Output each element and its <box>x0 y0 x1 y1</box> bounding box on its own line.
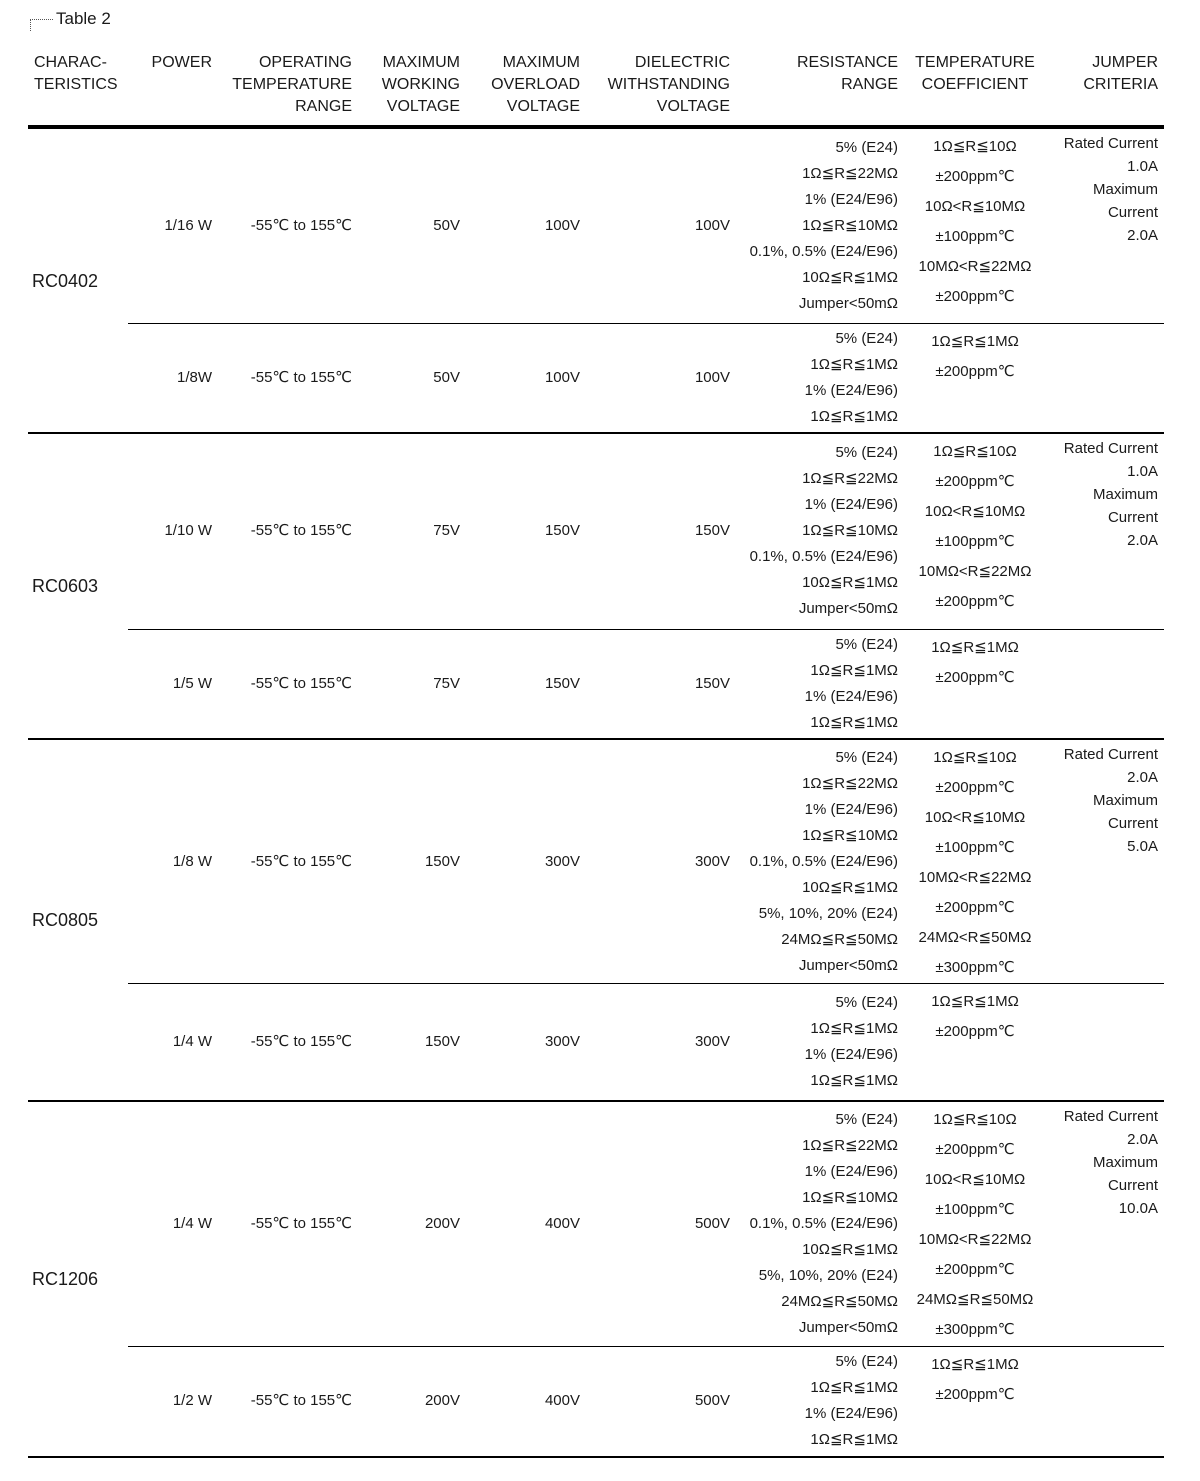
temperature-coefficient-cell <box>904 739 1046 984</box>
resistance-line: 1% (E24/E96) <box>804 1162 898 1180</box>
column-header <box>904 52 1046 127</box>
tcr-line: ±300ppm℃ <box>935 1320 1015 1338</box>
column-header-line: TEMPERATURE <box>915 54 1035 71</box>
jumper-line: Maximum <box>1092 1153 1158 1171</box>
resistance-range-cell <box>736 433 904 629</box>
resistance-range-cell <box>736 1347 904 1457</box>
dielectric-voltage-cell: 100V <box>586 323 736 433</box>
resistance-line: Jumper<50mΩ <box>798 600 898 618</box>
resistance-line: 10Ω≦R≦1MΩ <box>802 268 898 286</box>
max-working-voltage-cell: 200V <box>358 1101 466 1347</box>
jumper-line: Current <box>1107 815 1158 832</box>
dielectric-voltage-cell: 500V <box>586 1347 736 1457</box>
jumper-criteria-cell <box>1046 433 1164 629</box>
resistance-line: 1Ω≦R≦1MΩ <box>810 713 898 731</box>
column-header-line: TEMPERATURE <box>232 76 352 93</box>
tcr-line: 10MΩ<R≦22MΩ <box>918 869 1032 886</box>
tcr-line: 10Ω<R≦10MΩ <box>924 1170 1026 1188</box>
resistance-line: 5%, 10%, 20% (E24) <box>758 904 898 922</box>
jumper-line: 2.0A <box>1127 1130 1158 1148</box>
table-row <box>28 1347 1164 1457</box>
column-header <box>1046 52 1164 127</box>
tcr-line: 10Ω<R≦10MΩ <box>924 198 1026 215</box>
tcr-line: ±200ppm℃ <box>935 1260 1015 1278</box>
resistance-line: 1% (E24/E96) <box>804 190 898 208</box>
resistance-line: 5% (E24) <box>835 993 898 1011</box>
max-overload-voltage-cell: 300V <box>466 984 586 1101</box>
resistance-line: 1% (E24/E96) <box>804 1405 898 1423</box>
tcr-line: 1Ω≦R≦10Ω <box>933 138 1017 155</box>
temperature-range-cell: -55℃ to 155℃ <box>218 1347 358 1457</box>
resistance-line: 1Ω≦R≦22MΩ <box>802 164 898 182</box>
column-header-line: POWER <box>151 54 212 71</box>
resistance-range-cell <box>736 127 904 323</box>
tcr-line: ±200ppm℃ <box>935 779 1015 796</box>
column-header-line: RESISTANCE <box>796 54 898 71</box>
resistance-line: 1% (E24/E96) <box>804 381 898 399</box>
column-header-line: WITHSTANDING <box>607 76 730 93</box>
resistance-line: 1Ω≦R≦22MΩ <box>802 470 898 488</box>
dielectric-voltage-cell: 100V <box>586 127 736 323</box>
temperature-coefficient-cell <box>904 127 1046 323</box>
jumper-line: Maximum <box>1092 792 1158 809</box>
max-overload-voltage-cell: 150V <box>466 629 586 739</box>
tcr-line: ±200ppm℃ <box>935 668 1015 686</box>
tcr-line: 1Ω≦R≦10Ω <box>933 749 1017 766</box>
tcr-line: ±100ppm℃ <box>935 533 1015 550</box>
resistance-line: 1Ω≦R≦1MΩ <box>810 407 898 425</box>
jumper-line: Rated Current <box>1063 1107 1158 1125</box>
resistance-line: 0.1%, 0.5% (E24/E96) <box>749 1214 898 1232</box>
temperature-range-cell: -55℃ to 155℃ <box>218 323 358 433</box>
tcr-line: ±100ppm℃ <box>935 1200 1015 1218</box>
resistance-range-cell <box>736 629 904 739</box>
max-working-voltage-cell: 50V <box>358 323 466 433</box>
resistance-line: 1Ω≦R≦10MΩ <box>802 826 898 844</box>
resistance-line: Jumper<50mΩ <box>798 1318 898 1336</box>
tcr-line: ±200ppm℃ <box>935 288 1015 305</box>
power-cell: 1/8 W <box>128 739 218 984</box>
jumper-line: 2.0A <box>1127 769 1158 786</box>
power-cell: 1/2 W <box>128 1347 218 1457</box>
power-cell: 1/16 W <box>128 127 218 323</box>
column-header <box>128 52 218 127</box>
dielectric-voltage-cell: 150V <box>586 629 736 739</box>
tcr-line: ±200ppm℃ <box>935 1386 1015 1403</box>
tcr-line: ±200ppm℃ <box>935 362 1015 380</box>
dielectric-voltage-cell: 300V <box>586 984 736 1101</box>
max-working-voltage-cell: 150V <box>358 984 466 1101</box>
series-name: RC0805 <box>28 739 128 1101</box>
jumper-line: 10.0A <box>1118 1199 1158 1217</box>
jumper-line: Maximum <box>1092 181 1158 198</box>
column-header-line: VOLTAGE <box>656 98 730 115</box>
resistance-line: Jumper<50mΩ <box>798 956 898 974</box>
tcr-line: ±200ppm℃ <box>935 899 1015 916</box>
temperature-range-cell: -55℃ to 155℃ <box>218 629 358 739</box>
resistance-line: 1% (E24/E96) <box>804 687 898 705</box>
max-working-voltage-cell: 50V <box>358 127 466 323</box>
resistance-range-cell <box>736 984 904 1101</box>
column-header <box>28 52 128 127</box>
resistance-line: 10Ω≦R≦1MΩ <box>802 574 898 592</box>
column-header <box>218 52 358 127</box>
max-overload-voltage-cell: 400V <box>466 1347 586 1457</box>
characteristics-table <box>28 52 1164 1458</box>
temperature-coefficient-cell <box>904 1101 1046 1347</box>
temperature-coefficient-cell <box>904 323 1046 433</box>
tcr-line: ±100ppm℃ <box>935 839 1015 856</box>
column-header <box>586 52 736 127</box>
jumper-line: Rated Current <box>1063 135 1158 152</box>
resistance-line: 24MΩ≦R≦50MΩ <box>781 930 898 948</box>
tcr-line: 1Ω≦R≦10Ω <box>933 443 1017 460</box>
tcr-line: 1Ω≦R≦1MΩ <box>931 332 1019 350</box>
series-name: RC1206 <box>28 1101 128 1457</box>
jumper-criteria-cell <box>1046 1101 1164 1347</box>
power-cell: 1/4 W <box>128 984 218 1101</box>
tcr-line: 10Ω<R≦10MΩ <box>924 503 1026 520</box>
table-caption: Table 2 <box>30 8 111 30</box>
tcr-line: 24MΩ≦R≦50MΩ <box>916 1290 1034 1308</box>
column-header-line: JUMPER <box>1092 54 1158 71</box>
resistance-line: 1% (E24/E96) <box>804 496 898 514</box>
table-row <box>28 127 1164 323</box>
column-header-line: CHARAC- <box>34 54 107 71</box>
jumper-line: Rated Current <box>1063 746 1158 763</box>
temperature-range-cell: -55℃ to 155℃ <box>218 739 358 984</box>
resistance-line: 5% (E24) <box>835 444 898 462</box>
column-header <box>358 52 466 127</box>
jumper-line: 5.0A <box>1127 838 1158 855</box>
temperature-coefficient-cell <box>904 1347 1046 1457</box>
resistance-line: 1Ω≦R≦1MΩ <box>810 1019 898 1037</box>
tcr-line: 1Ω≦R≦10Ω <box>933 1110 1017 1128</box>
max-working-voltage-cell: 150V <box>358 739 466 984</box>
tcr-line: 1Ω≦R≦1MΩ <box>931 993 1019 1010</box>
jumper-line: 2.0A <box>1127 227 1158 244</box>
resistance-line: 0.1%, 0.5% (E24/E96) <box>749 852 898 870</box>
resistance-line: 1Ω≦R≦10MΩ <box>802 522 898 540</box>
resistance-line: 1Ω≦R≦1MΩ <box>810 1431 898 1449</box>
tcr-line: 10MΩ<R≦22MΩ <box>918 563 1032 580</box>
table-row <box>28 739 1164 984</box>
max-overload-voltage-cell: 300V <box>466 739 586 984</box>
column-header-line: CRITERIA <box>1083 76 1158 93</box>
resistance-range-cell <box>736 323 904 433</box>
tcr-line: ±200ppm℃ <box>935 593 1015 610</box>
resistance-line: 1Ω≦R≦1MΩ <box>810 1071 898 1089</box>
resistance-range-cell <box>736 739 904 984</box>
tcr-line: ±200ppm℃ <box>935 168 1015 185</box>
power-cell: 1/4 W <box>128 1101 218 1347</box>
jumper-criteria-cell <box>1046 629 1164 739</box>
table-row <box>28 629 1164 739</box>
table-row <box>28 323 1164 433</box>
dielectric-voltage-cell: 150V <box>586 433 736 629</box>
table-body <box>28 127 1164 1457</box>
dielectric-voltage-cell: 300V <box>586 739 736 984</box>
resistance-line: 1Ω≦R≦10MΩ <box>802 216 898 234</box>
temperature-range-cell: -55℃ to 155℃ <box>218 984 358 1101</box>
column-header-line: MAXIMUM <box>382 54 460 71</box>
table-row <box>28 984 1164 1101</box>
resistance-line: 10Ω≦R≦1MΩ <box>802 878 898 896</box>
resistance-line: 1% (E24/E96) <box>804 1045 898 1063</box>
header-row <box>28 52 1164 127</box>
column-header-line: RANGE <box>841 76 898 93</box>
jumper-line: 2.0A <box>1127 532 1158 549</box>
resistance-line: 1Ω≦R≦22MΩ <box>802 1136 898 1154</box>
power-cell: 1/8W <box>128 323 218 433</box>
tcr-line: 10Ω<R≦10MΩ <box>924 809 1026 826</box>
column-header <box>736 52 904 127</box>
tcr-line: 1Ω≦R≦1MΩ <box>931 1356 1019 1373</box>
temperature-coefficient-cell <box>904 433 1046 629</box>
tcr-line: 10MΩ<R≦22MΩ <box>918 258 1032 275</box>
column-header-line: TERISTICS <box>34 76 118 93</box>
max-overload-voltage-cell: 400V <box>466 1101 586 1347</box>
jumper-line: Current <box>1107 204 1158 221</box>
jumper-criteria-cell <box>1046 323 1164 433</box>
jumper-criteria-cell <box>1046 739 1164 984</box>
resistance-line: 1Ω≦R≦1MΩ <box>810 1379 898 1397</box>
jumper-line: Current <box>1107 1176 1158 1194</box>
tcr-line: 1Ω≦R≦1MΩ <box>931 638 1019 656</box>
column-header-line: MAXIMUM <box>502 54 580 71</box>
column-header <box>466 52 586 127</box>
resistance-line: 5% (E24) <box>835 748 898 766</box>
tcr-line: 10MΩ<R≦22MΩ <box>918 1230 1032 1248</box>
resistance-line: 0.1%, 0.5% (E24/E96) <box>749 548 898 566</box>
temperature-coefficient-cell <box>904 629 1046 739</box>
temperature-range-cell: -55℃ to 155℃ <box>218 1101 358 1347</box>
max-working-voltage-cell: 75V <box>358 433 466 629</box>
resistance-line: 5%, 10%, 20% (E24) <box>758 1266 898 1284</box>
resistance-line: 1Ω≦R≦1MΩ <box>810 661 898 679</box>
table-row <box>28 1101 1164 1347</box>
jumper-line: Maximum <box>1092 486 1158 503</box>
resistance-line: Jumper<50mΩ <box>798 294 898 312</box>
power-cell: 1/5 W <box>128 629 218 739</box>
resistance-line: 0.1%, 0.5% (E24/E96) <box>749 242 898 260</box>
resistance-line: 24MΩ≦R≦50MΩ <box>781 1292 898 1310</box>
column-header-line: OVERLOAD <box>491 76 580 93</box>
temperature-range-cell: -55℃ to 155℃ <box>218 127 358 323</box>
jumper-criteria-cell <box>1046 1347 1164 1457</box>
max-overload-voltage-cell: 100V <box>466 127 586 323</box>
tcr-line: ±200ppm℃ <box>935 1023 1015 1040</box>
temperature-range-cell: -55℃ to 155℃ <box>218 433 358 629</box>
power-cell: 1/10 W <box>128 433 218 629</box>
tcr-line: ±200ppm℃ <box>935 1140 1015 1158</box>
resistance-line: 5% (E24) <box>835 138 898 156</box>
jumper-line: 1.0A <box>1127 158 1158 175</box>
column-header-line: WORKING <box>381 76 460 93</box>
resistance-line: 5% (E24) <box>835 329 898 347</box>
jumper-line: 1.0A <box>1127 463 1158 480</box>
dielectric-voltage-cell: 500V <box>586 1101 736 1347</box>
resistance-line: 1Ω≦R≦22MΩ <box>802 774 898 792</box>
column-header-line: OPERATING <box>258 54 352 71</box>
column-header-line: COEFFICIENT <box>921 76 1029 93</box>
tcr-line: ±300ppm℃ <box>935 959 1015 976</box>
max-overload-voltage-cell: 100V <box>466 323 586 433</box>
column-header-line: RANGE <box>295 98 352 115</box>
max-working-voltage-cell: 75V <box>358 629 466 739</box>
resistance-line: 5% (E24) <box>835 1353 898 1371</box>
temperature-coefficient-cell <box>904 984 1046 1101</box>
table-row <box>28 433 1164 629</box>
max-overload-voltage-cell: 150V <box>466 433 586 629</box>
series-name: RC0603 <box>28 433 128 739</box>
resistance-line: 10Ω≦R≦1MΩ <box>802 1240 898 1258</box>
tcr-line: ±100ppm℃ <box>935 228 1015 245</box>
jumper-criteria-cell <box>1046 984 1164 1101</box>
resistance-line: 1Ω≦R≦10MΩ <box>802 1188 898 1206</box>
resistance-line: 1% (E24/E96) <box>804 800 898 818</box>
column-header-line: DIELECTRIC <box>634 54 730 71</box>
column-header-line: VOLTAGE <box>386 98 460 115</box>
tcr-line: ±200ppm℃ <box>935 473 1015 490</box>
resistance-range-cell <box>736 1101 904 1347</box>
resistance-line: 5% (E24) <box>835 1110 898 1128</box>
tcr-line: 24MΩ<R≦50MΩ <box>918 929 1032 946</box>
resistance-line: 1Ω≦R≦1MΩ <box>810 355 898 373</box>
jumper-line: Rated Current <box>1063 440 1158 457</box>
jumper-line: Current <box>1107 509 1158 526</box>
max-working-voltage-cell: 200V <box>358 1347 466 1457</box>
resistance-line: 5% (E24) <box>835 635 898 653</box>
column-header-line: VOLTAGE <box>506 98 580 115</box>
series-name: RC0402 <box>28 127 128 433</box>
jumper-criteria-cell <box>1046 127 1164 323</box>
